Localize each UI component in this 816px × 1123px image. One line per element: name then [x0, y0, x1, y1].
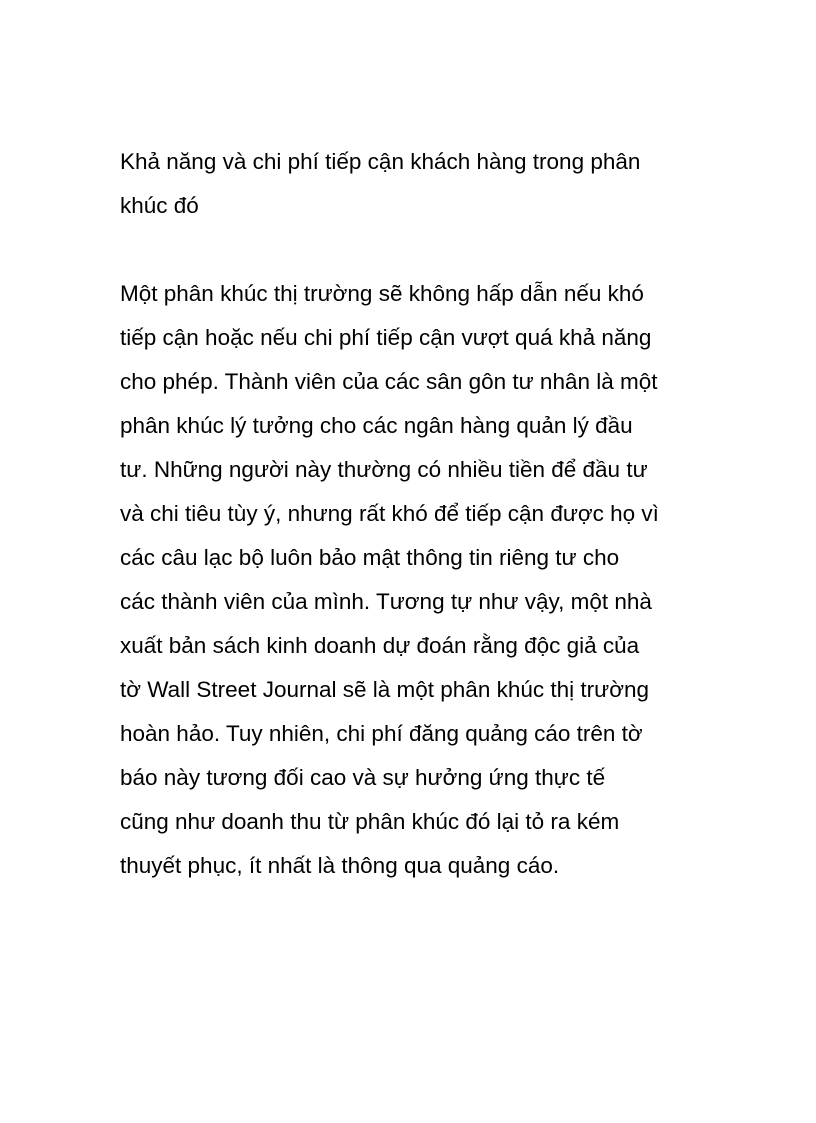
- paragraph-line: cho phép. Thành viên của các sân gôn tư nhân là một: [120, 369, 658, 394]
- paragraph-line: các thành viên của mình. Tương tự như vậy, một nhà: [120, 589, 652, 614]
- paragraph-line: thuyết phục, ít nhất là thông qua quảng cáo.: [120, 853, 560, 878]
- paragraph-line: tư. Những người này thường có nhiều tiền để đầu tư: [120, 457, 648, 482]
- body-paragraph: [120, 272, 710, 888]
- paragraph-line: cũng như doanh thu từ phân khúc đó lại tỏ ra kém: [120, 809, 620, 834]
- paragraph-line: và chi tiêu tùy ý, nhưng rất khó để tiếp cận được họ vì: [120, 501, 659, 526]
- paragraph-line: tờ Wall Street Journal sẽ là một phân khúc thị trường: [120, 677, 649, 702]
- paragraph-line: hoàn hảo. Tuy nhiên, chi phí đăng quảng cáo trên tờ: [120, 721, 643, 746]
- paragraph-line: xuất bản sách kinh doanh dự đoán rằng độc giả của: [120, 633, 640, 658]
- section-heading: [120, 140, 710, 228]
- heading-line: Khả năng và chi phí tiếp cận khách hàng trong phân: [120, 149, 641, 174]
- paragraph-line: Một phân khúc thị trường sẽ không hấp dẫn nếu khó: [120, 281, 644, 306]
- paragraph-line: các câu lạc bộ luôn bảo mật thông tin riêng tư cho: [120, 545, 620, 570]
- paragraph-line: phân khúc lý tưởng cho các ngân hàng quản lý đầu: [120, 413, 633, 438]
- paragraph-line: báo này tương đối cao và sự hưởng ứng thực tế: [120, 765, 606, 790]
- paragraph-line: tiếp cận hoặc nếu chi phí tiếp cận vượt quá khả năng: [120, 325, 652, 350]
- heading-line: khúc đó: [120, 193, 199, 218]
